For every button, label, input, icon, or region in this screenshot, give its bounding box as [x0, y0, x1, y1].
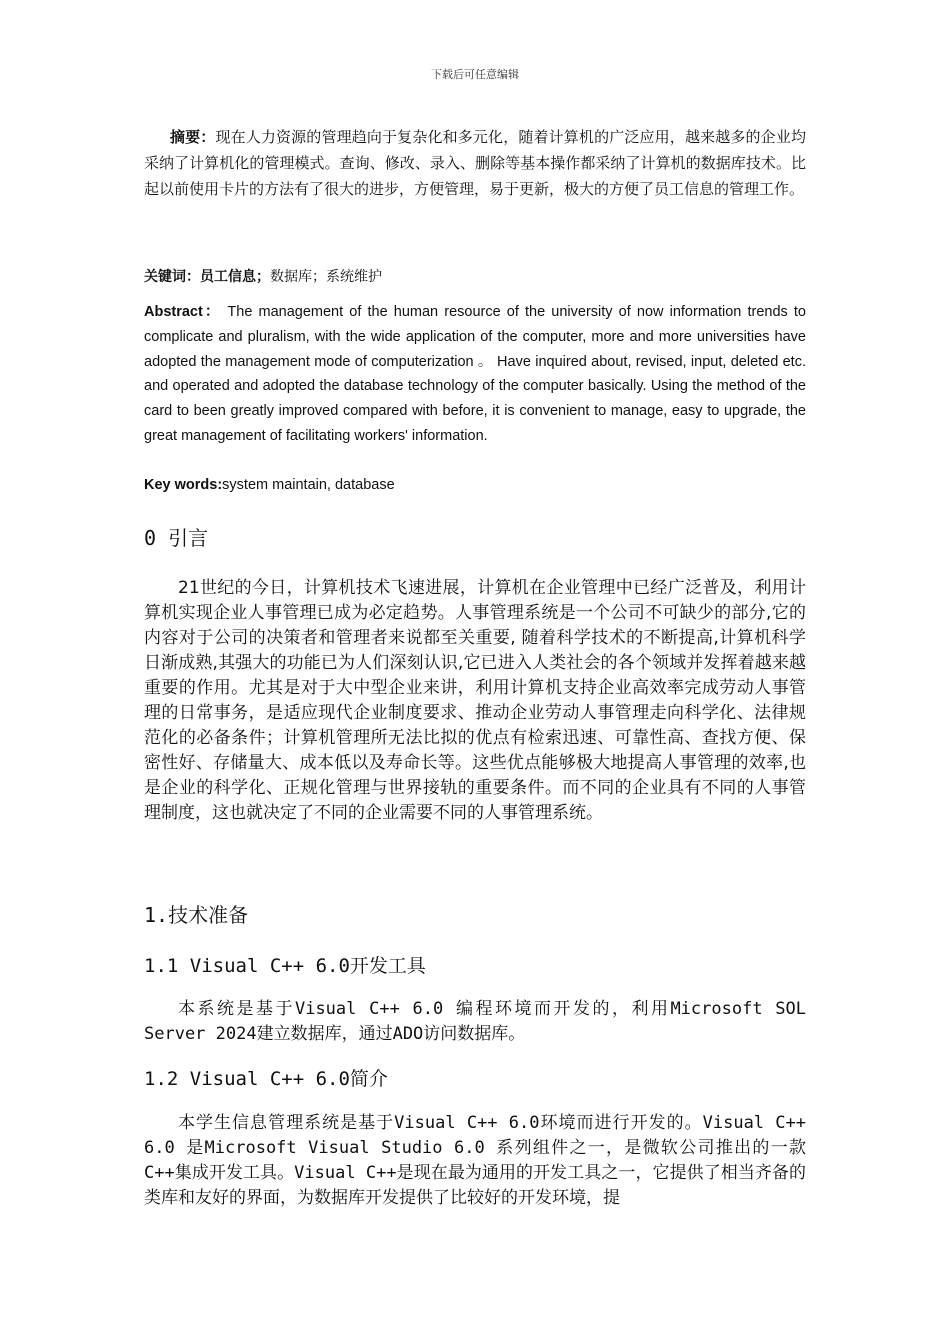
section-0-heading: 0 引言: [144, 526, 209, 550]
abstract-cn: [144, 124, 806, 202]
section-0-body: 21世纪的今日，计算机技术飞速进展，计算机在企业管理中已经广泛普及，利用计算机实现企业人事管理已成为必定趋势。人事管理系统是一个公司不可缺少的部分,它的内容对于公司的决策者和管理者来说都至关重要, 随着科学技术的不断提高,计算机科学日渐成熟,其强大的功能已为人们深刻认识,它已进入人类社会的各个领域并发挥着越来越重要的作用。尤其是对于大中型企业来讲，利用计算机支持企业高效率完成劳动人事管理的日常事务，是适应现代企业制度要求、推动企业劳动人事管理走向科学化、法律规范化的必备条件；计算机管理所无法比拟的优点有检索迅速、可靠性高、查找方便、保密性好、存储量大、成本低以及寿命长等。这些优点能够极大地提高人事管理的效率,也是企业的科学化、正规化管理与世界接轨的重要条件。而不同的企业具有不同的人事管理制度，这也就决定了不同的企业需要不同的人事管理系统。: [144, 578, 806, 823]
keywords-cn-label: 关键词：: [144, 269, 200, 285]
section-1-1-body: 本系统是基于Visual C++ 6.0 编程环境而开发的，利用Microsoft SOL Server 2024建立数据库，通过ADO访问数据库。: [144, 999, 806, 1044]
keywords-cn-rest: 数据库；系统维护: [270, 269, 382, 285]
abstract-en-label: Abstract：: [144, 304, 222, 320]
keywords-cn: [144, 266, 806, 288]
section-1-heading: 1.技术准备: [144, 903, 249, 927]
section-1-1-heading: 1.1 Visual C++ 6.0开发工具: [144, 955, 426, 977]
keywords-cn-first: 员工信息；: [200, 269, 270, 285]
abstract-cn-text: 现在人力资源的管理趋向于复杂化和多元化，随着计算机的广泛应用，越来越多的企业均采纳了计算机化的管理模式。查询、修改、录入、删除等基本操作都采纳了计算机的数据库技术。比起以前使用卡片的方法有了很大的进步，方便管理，易于更新，极大的方便了员工信息的管理工作。: [144, 128, 806, 198]
section-1-2-body: 本学生信息管理系统是基于Visual C++ 6.0环境而进行开发的。Visual C++ 6.0 是Microsoft Visual Studio 6.0 系列组件之一，是微软公司推出的一款C++集成开发工具。Visual C++是现在最为通用的开发工具之一，它提供了相当齐备的类库和友好的界面，为数据库开发提供了比较好的开发环境，提: [144, 1113, 806, 1208]
abstract-cn-label: 摘要：: [170, 128, 216, 146]
section-1-2-heading: 1.2 Visual C++ 6.0简介: [144, 1068, 388, 1090]
abstract-en: [144, 300, 806, 449]
keywords-en-text: system maintain, database: [222, 477, 395, 493]
keywords-en: [144, 473, 806, 497]
keywords-en-label: Key words:: [144, 477, 223, 493]
page-header: 下载后可任意编辑: [431, 68, 519, 81]
abstract-en-text: The management of the human resource of the university of now information trends to complicate and pluralism, with the wide application of the computer, more and more universities have adopted the management mode of computerization 。 Have inquired about, revised, input, deleted etc. and operated and adopted the database technology of the computer basically. Using the method of the card to been greatly improved compared with before, it is convenient to manage, easy to upgrade, the great management of facilitating workers' information.: [144, 304, 806, 444]
